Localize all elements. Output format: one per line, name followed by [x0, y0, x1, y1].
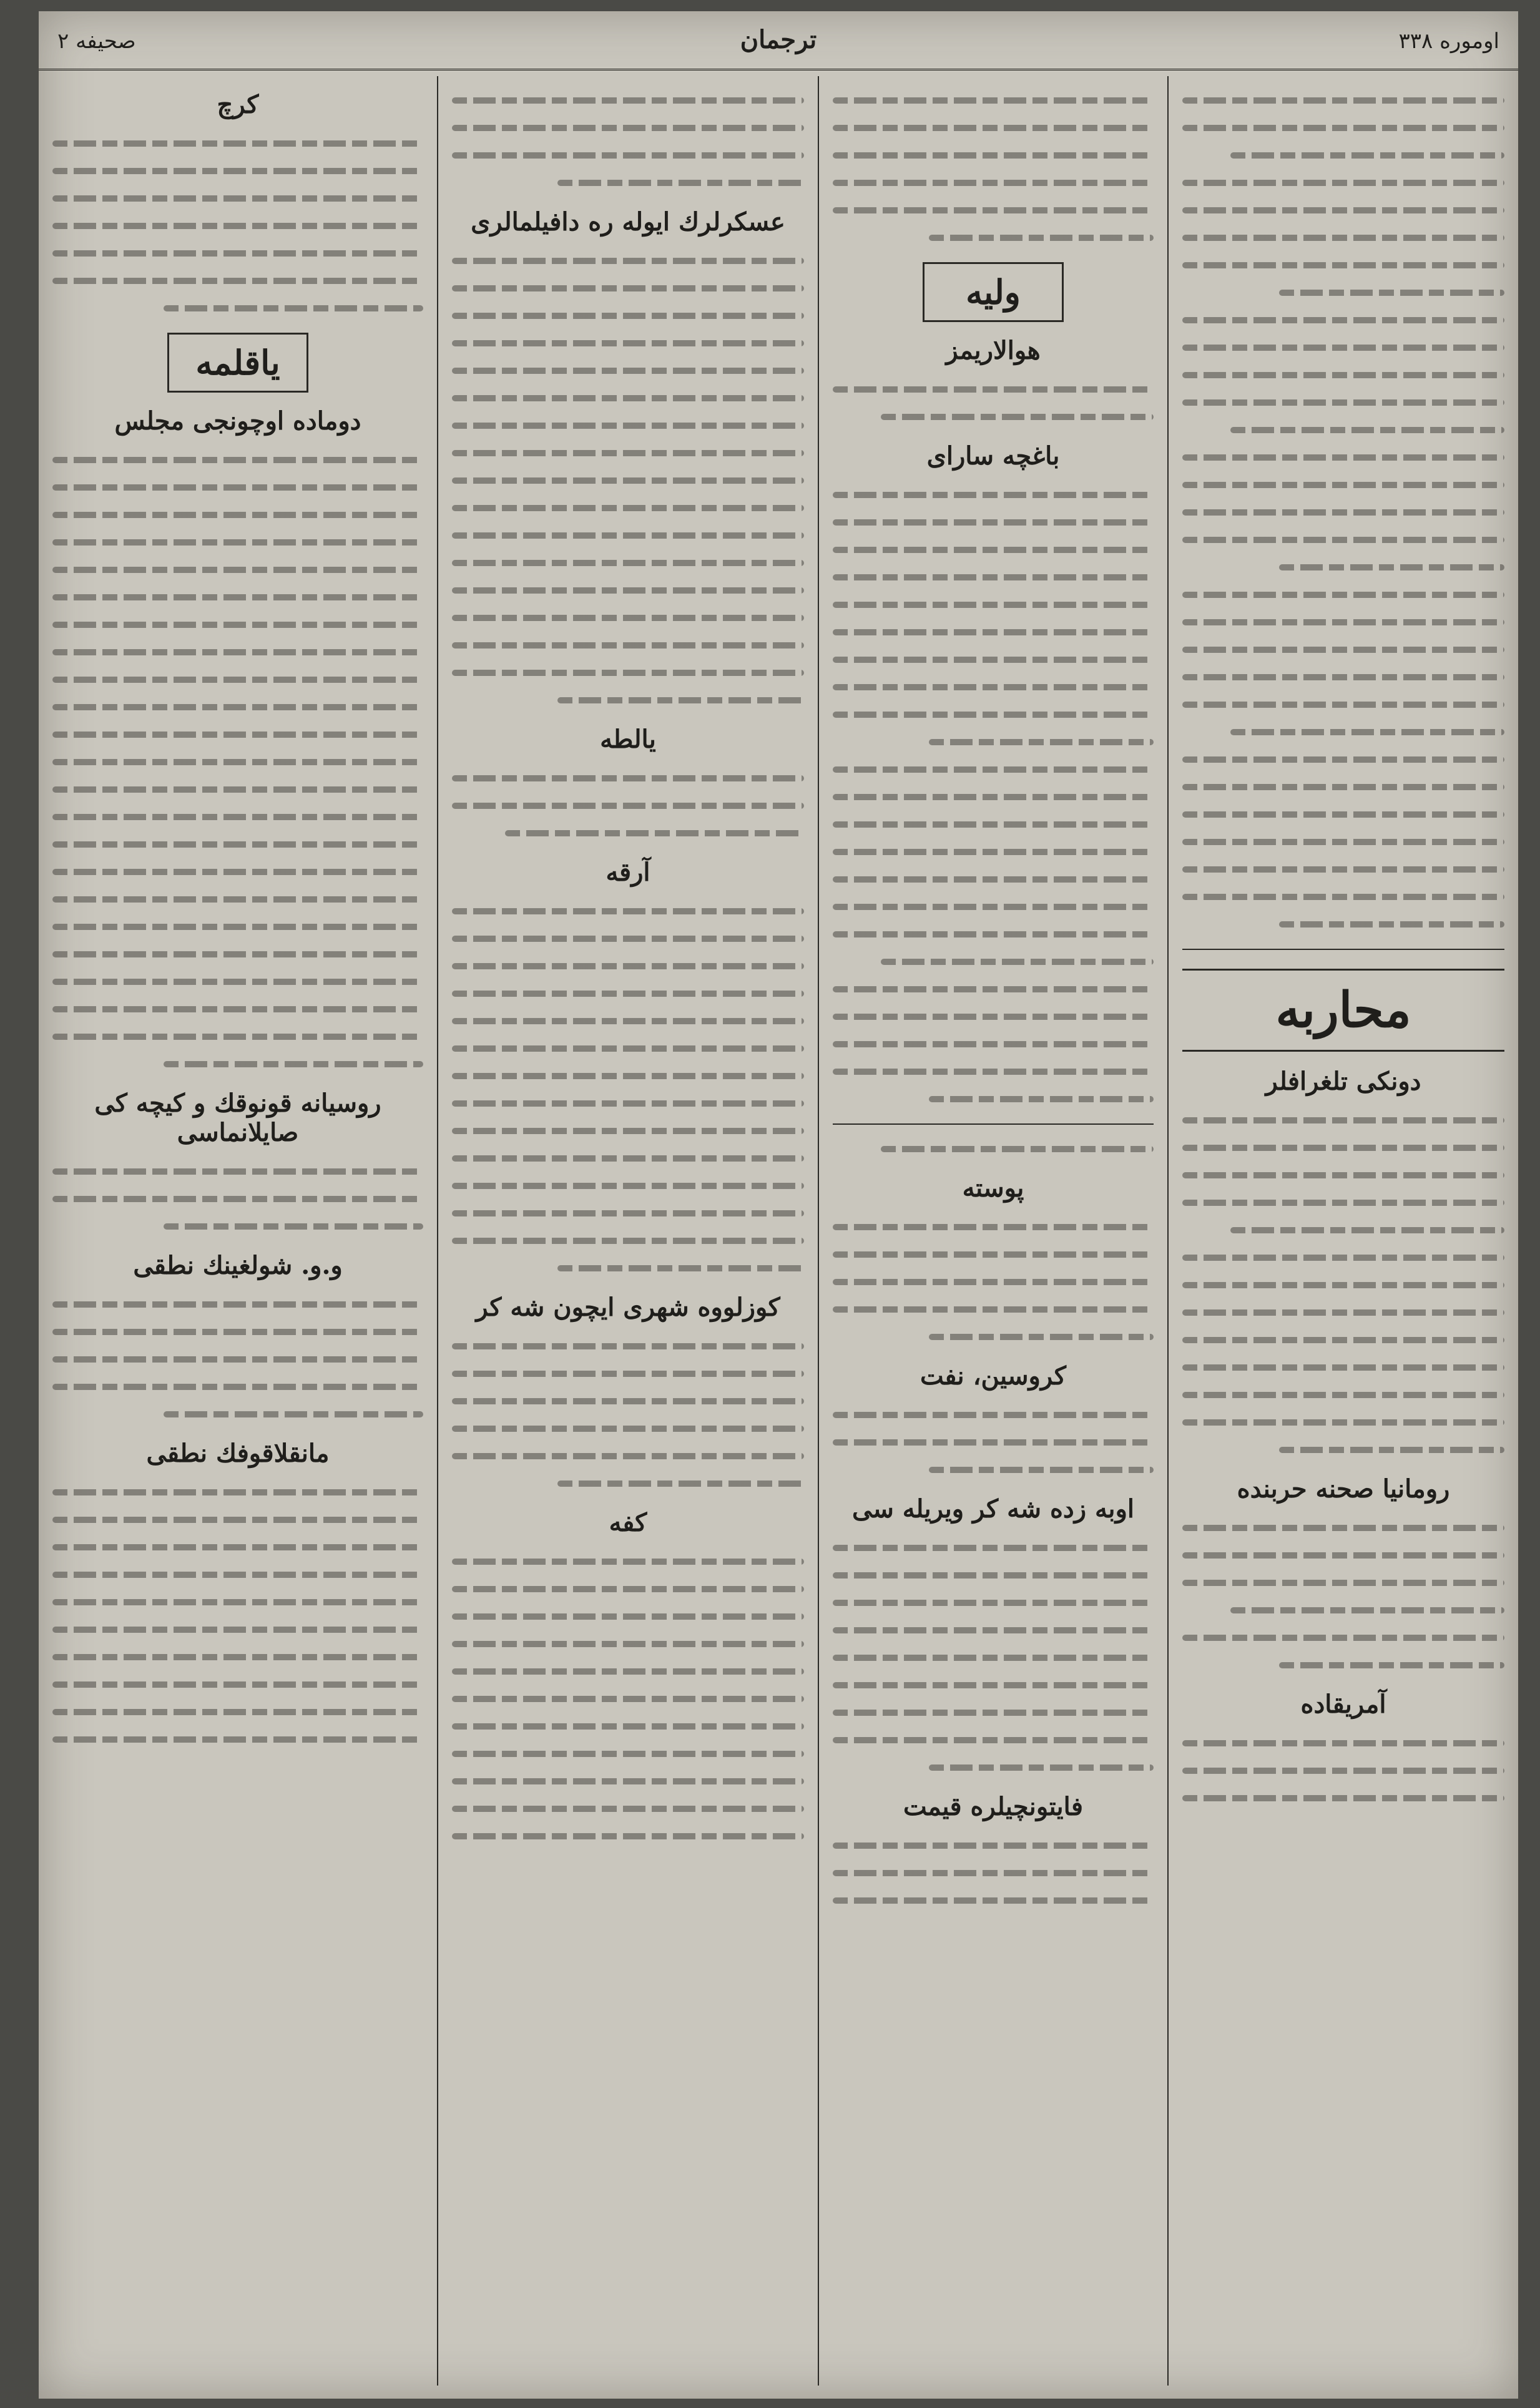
text-line: [833, 574, 1154, 580]
text-line: [833, 1572, 1154, 1578]
text-line: [1182, 125, 1504, 131]
text-line: [52, 484, 423, 491]
text-line: [1182, 1392, 1504, 1398]
text-line: [452, 991, 804, 997]
issue-number: اوموره ۳۳۸: [1398, 29, 1499, 54]
text-line: [833, 492, 1154, 498]
text-line: [52, 814, 423, 820]
text-line: [833, 794, 1154, 800]
section-title-war: محاربه: [1182, 969, 1504, 1052]
text-line: [833, 1014, 1154, 1020]
page-number: صحیفه ۲: [57, 29, 136, 54]
text-line: [1182, 592, 1504, 598]
text-line: [833, 1682, 1154, 1688]
text-line: [452, 368, 804, 374]
text-line: [833, 97, 1154, 104]
column-1: [1169, 76, 1518, 2386]
text-line: [833, 1655, 1154, 1661]
text-line: [1182, 262, 1504, 268]
text-line: [833, 180, 1154, 186]
text-line: [52, 1196, 423, 1202]
text-line: [929, 1096, 1154, 1102]
text-line: [833, 1251, 1154, 1258]
section-title-box: ولیه: [923, 262, 1064, 322]
text-line: [833, 1279, 1154, 1285]
text-line: [1182, 784, 1504, 790]
text-line: [833, 602, 1154, 608]
text-line: [833, 766, 1154, 773]
text-line: [833, 931, 1154, 937]
text-line: [833, 1412, 1154, 1418]
text-line: [1230, 1227, 1504, 1233]
text-line: [52, 841, 423, 848]
subhead-gozleve-sugar: کوزلووه شهری ایچون شه کر: [476, 1293, 780, 1322]
text-line: [452, 775, 804, 781]
text-line: [452, 1128, 804, 1134]
text-line: [452, 1100, 804, 1107]
text-line: [52, 250, 423, 257]
subhead-soldiers: عسکرلرك ایوله ره دافیلمالری: [471, 207, 785, 237]
text-line: [52, 732, 423, 738]
subhead-yalta: یالطه: [600, 725, 656, 754]
text-line: [452, 1641, 804, 1647]
text-line: [1182, 1364, 1504, 1371]
text-line: [452, 642, 804, 648]
divider: [1182, 949, 1504, 950]
subhead-phaeton-prices: فایتونچیلره قیمت: [903, 1792, 1083, 1821]
text-line: [1182, 207, 1504, 213]
text-line: [452, 615, 804, 621]
text-line: [452, 936, 804, 942]
text-line: [452, 1778, 804, 1784]
text-line: [833, 1069, 1154, 1075]
text-line: [452, 505, 804, 511]
text-line: [452, 587, 804, 594]
text-line: [929, 1334, 1154, 1340]
text-line: [1182, 1552, 1504, 1559]
text-line: [452, 313, 804, 319]
text-line: [164, 1223, 423, 1230]
text-line: [833, 386, 1154, 393]
subhead-election: روسیانه قونوقك و کیچه کی صایلانماسی: [94, 1089, 381, 1147]
text-line: [52, 1034, 423, 1040]
subhead-america: آمریقاده: [1300, 1690, 1386, 1719]
text-line: [833, 1710, 1154, 1716]
subhead-sugar: اوبه زده شه کر ویریله سی: [852, 1494, 1134, 1524]
text-line: [1182, 180, 1504, 186]
text-line: [505, 830, 804, 836]
text-line: [833, 904, 1154, 910]
text-line: [452, 1723, 804, 1730]
text-line: [557, 180, 804, 186]
text-line: [164, 305, 423, 311]
subhead-shulgin: و.و. شولغینك نطقی: [133, 1251, 343, 1280]
text-line: [1182, 1145, 1504, 1151]
text-line: [452, 1073, 804, 1079]
newspaper-page: [39, 11, 1518, 2399]
text-line: [52, 1572, 423, 1578]
text-line: [52, 979, 423, 985]
text-line: [833, 657, 1154, 663]
text-line: [1230, 1607, 1504, 1613]
text-line: [1182, 619, 1504, 625]
text-line: [52, 704, 423, 710]
text-line: [833, 821, 1154, 828]
text-line: [1182, 894, 1504, 900]
text-line: [452, 285, 804, 291]
text-line: [1230, 427, 1504, 433]
text-line: [452, 258, 804, 264]
text-line: [1182, 537, 1504, 543]
text-line: [52, 759, 423, 765]
text-line: [833, 1545, 1154, 1551]
text-line: [52, 924, 423, 930]
text-line: [452, 97, 804, 104]
text-line: [52, 457, 423, 463]
text-line: [833, 1843, 1154, 1849]
subhead-post: پوسته: [962, 1173, 1024, 1203]
text-line: [52, 594, 423, 600]
text-line: [1279, 564, 1504, 570]
text-line: [833, 547, 1154, 553]
column-3: [438, 76, 819, 2386]
text-line: [833, 1870, 1154, 1876]
text-line: [1182, 1255, 1504, 1261]
text-line: [1182, 372, 1504, 378]
text-line: [52, 951, 423, 957]
text-line: [1182, 866, 1504, 873]
text-line: [452, 1343, 804, 1349]
text-line: [833, 1737, 1154, 1743]
text-line: [52, 1384, 423, 1390]
text-line: [1182, 756, 1504, 763]
text-line: [1182, 509, 1504, 516]
text-line: [1182, 317, 1504, 323]
text-line: [452, 1668, 804, 1675]
text-line: [833, 684, 1154, 690]
text-line: [52, 1627, 423, 1633]
text-line: [1182, 1795, 1504, 1801]
text-line: [452, 908, 804, 914]
text-line: [833, 986, 1154, 992]
text-line: [833, 152, 1154, 159]
text-line: [833, 519, 1154, 526]
text-line: [833, 876, 1154, 883]
text-line: [452, 1045, 804, 1052]
text-line: [164, 1061, 423, 1067]
text-line: [881, 959, 1154, 965]
text-line: [833, 1627, 1154, 1633]
text-line: [557, 1481, 804, 1487]
text-line: [52, 539, 423, 546]
text-line: [52, 1301, 423, 1308]
text-line: [833, 712, 1154, 718]
text-line: [1182, 1172, 1504, 1178]
text-line: [1182, 1580, 1504, 1586]
text-line: [1279, 1662, 1504, 1668]
text-line: [52, 1517, 423, 1523]
text-line: [1182, 482, 1504, 488]
text-line: [452, 1018, 804, 1024]
text-line: [833, 207, 1154, 213]
text-line: [52, 223, 423, 229]
text-line: [52, 786, 423, 793]
text-line: [557, 1265, 804, 1271]
text-line: [52, 869, 423, 875]
subtitle-telegrams: دونکی تلغرافلر: [1265, 1067, 1421, 1096]
text-line: [929, 739, 1154, 745]
text-line: [452, 1210, 804, 1216]
text-line: [52, 1544, 423, 1550]
text-line: [52, 677, 423, 683]
column-4: [39, 76, 438, 2386]
text-line: [452, 670, 804, 676]
text-line: [452, 532, 804, 539]
text-line: [833, 1306, 1154, 1313]
text-line: [452, 1426, 804, 1432]
text-line: [452, 125, 804, 131]
subhead-bakhchisaray: باغچه سارای: [926, 441, 1060, 471]
text-line: [52, 1489, 423, 1495]
text-line: [452, 1833, 804, 1839]
text-line: [52, 278, 423, 284]
text-line: [52, 896, 423, 903]
text-line: [52, 1168, 423, 1175]
text-line: [881, 1146, 1154, 1152]
text-line: [1230, 152, 1504, 159]
text-line: [1230, 729, 1504, 735]
subhead-weather: هوالاریمز: [946, 336, 1041, 365]
text-line: [452, 1183, 804, 1189]
text-line: [881, 414, 1154, 420]
subhead-kerch: کرچ: [217, 90, 259, 119]
text-line: [1279, 290, 1504, 296]
text-line: [52, 1006, 423, 1012]
divider: [833, 1123, 1154, 1125]
text-line: [1182, 1117, 1504, 1123]
text-line: [452, 560, 804, 566]
text-line: [452, 1806, 804, 1812]
text-line: [52, 195, 423, 202]
text-line: [1182, 345, 1504, 351]
text-line: [452, 340, 804, 346]
text-line: [452, 1751, 804, 1757]
text-line: [1182, 1419, 1504, 1426]
column-2: [819, 76, 1169, 2386]
subhead-maklakov: مانقلاقوفك نطقی: [146, 1439, 330, 1468]
text-line: [1182, 811, 1504, 818]
text-line: [452, 477, 804, 484]
subhead-arqa: آرقه: [606, 858, 650, 887]
text-line: [52, 512, 423, 518]
text-line: [1182, 1282, 1504, 1288]
text-line: [52, 1681, 423, 1688]
text-line: [452, 1613, 804, 1620]
text-line: [52, 1329, 423, 1335]
text-line: [1182, 1740, 1504, 1746]
text-line: [452, 1398, 804, 1404]
text-line: [452, 1238, 804, 1244]
text-line: [452, 963, 804, 969]
text-line: [452, 395, 804, 401]
text-line: [833, 1600, 1154, 1606]
subhead-romania-front: رومانیا صحنه حربنده: [1237, 1474, 1450, 1504]
text-line: [1182, 97, 1504, 104]
text-line: [1182, 1768, 1504, 1774]
text-line: [833, 1439, 1154, 1446]
text-line: [1182, 1525, 1504, 1531]
text-line: [52, 1599, 423, 1605]
section-title-box-2: یاقلمه: [167, 333, 308, 393]
text-line: [1182, 674, 1504, 680]
text-line: [52, 622, 423, 628]
text-line: [52, 1356, 423, 1363]
text-line: [1279, 921, 1504, 927]
text-line: [452, 152, 804, 159]
text-line: [52, 168, 423, 174]
text-line: [1279, 1447, 1504, 1453]
text-line: [164, 1411, 423, 1417]
text-line: [833, 1897, 1154, 1904]
text-line: [452, 1559, 804, 1565]
subhead-kerosene: کروسین، نفت: [920, 1361, 1066, 1391]
text-line: [452, 1371, 804, 1377]
newspaper-title: ترجمان: [740, 25, 817, 54]
text-line: [929, 1467, 1154, 1473]
text-line: [52, 1654, 423, 1660]
text-line: [1182, 1337, 1504, 1343]
text-line: [452, 1155, 804, 1162]
text-line: [929, 1764, 1154, 1771]
text-line: [1182, 399, 1504, 406]
subhead-duma: دوماده اوچونجی مجلس: [114, 406, 361, 436]
text-line: [1182, 647, 1504, 653]
text-line: [52, 567, 423, 573]
text-line: [1182, 1635, 1504, 1641]
text-line: [1182, 839, 1504, 845]
text-line: [452, 423, 804, 429]
text-line: [52, 1736, 423, 1743]
text-line: [452, 1586, 804, 1592]
text-line: [1182, 235, 1504, 241]
text-line: [52, 140, 423, 147]
text-line: [929, 235, 1154, 241]
text-line: [833, 849, 1154, 855]
text-line: [1182, 1200, 1504, 1206]
text-line: [452, 450, 804, 456]
text-line: [833, 125, 1154, 131]
text-line: [833, 1041, 1154, 1047]
subhead-kefe: کفه: [609, 1508, 647, 1537]
text-line: [1182, 702, 1504, 708]
text-line: [557, 697, 804, 703]
text-line: [833, 629, 1154, 635]
text-line: [833, 1224, 1154, 1230]
text-line: [452, 803, 804, 809]
masthead: [39, 11, 1518, 71]
text-line: [52, 649, 423, 655]
text-line: [452, 1453, 804, 1459]
text-line: [1182, 1309, 1504, 1316]
text-line: [1182, 454, 1504, 461]
text-line: [452, 1696, 804, 1702]
text-line: [52, 1709, 423, 1715]
